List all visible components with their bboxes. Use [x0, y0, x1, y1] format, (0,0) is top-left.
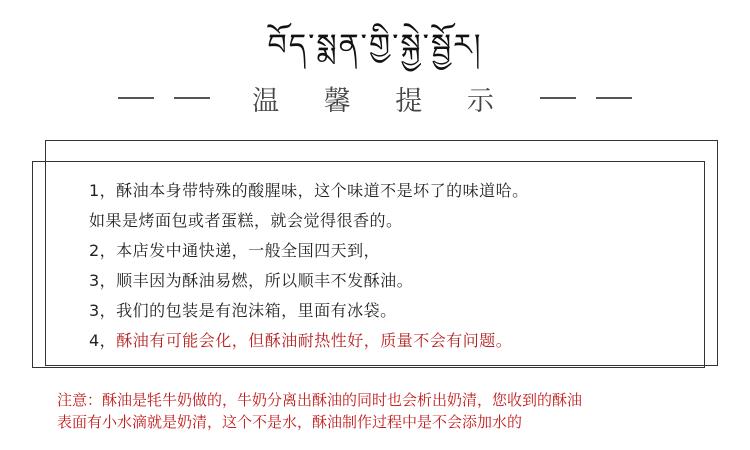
- warning-note-line-2: 表面有小水滴就是奶清，这个不是水，酥油制作过程中是不会添加水的: [57, 413, 523, 431]
- heading-dash-left-1: [118, 97, 154, 99]
- heading-dash-right-2: [596, 97, 632, 99]
- tip-line-1: 1，酥油本身带特殊的酸腥味，这个味道不是坏了的味道哈。: [89, 181, 529, 200]
- tip-heading: [0, 78, 750, 118]
- heading-dash-right-1: [540, 97, 576, 99]
- tibetan-title: བོད་སྨན་གྱི་སྐྱེ་སྦྱོར།: [267, 28, 483, 63]
- tip-line-2: 如果是烤面包或者蛋糕，就会觉得很香的。: [89, 211, 403, 230]
- tip-line-5: 3，我们的包装是有泡沫箱，里面有冰袋。: [89, 301, 397, 320]
- tip-line-6-number: 4，: [89, 331, 117, 350]
- warning-note: [57, 389, 737, 433]
- tip-line-6: [89, 326, 689, 356]
- heading-text: 温 馨 提 示: [252, 85, 512, 117]
- heading-dash-left-2: [174, 97, 210, 99]
- tip-line-6-text: 酥油有可能会化，但酥油耐热性好，质量不会有问题。: [116, 331, 513, 350]
- warning-note-line-1: 注意：酥油是牦牛奶做的，牛奶分离出酥油的同时也会析出奶清，您收到的酥油: [57, 391, 583, 409]
- tip-line-4: 3，顺丰因为酥油易燃，所以顺丰不发酥油。: [89, 271, 414, 290]
- tip-line-3: 2，本店发中通快递，一般全国四天到，: [89, 241, 381, 260]
- tips-list: [89, 176, 689, 356]
